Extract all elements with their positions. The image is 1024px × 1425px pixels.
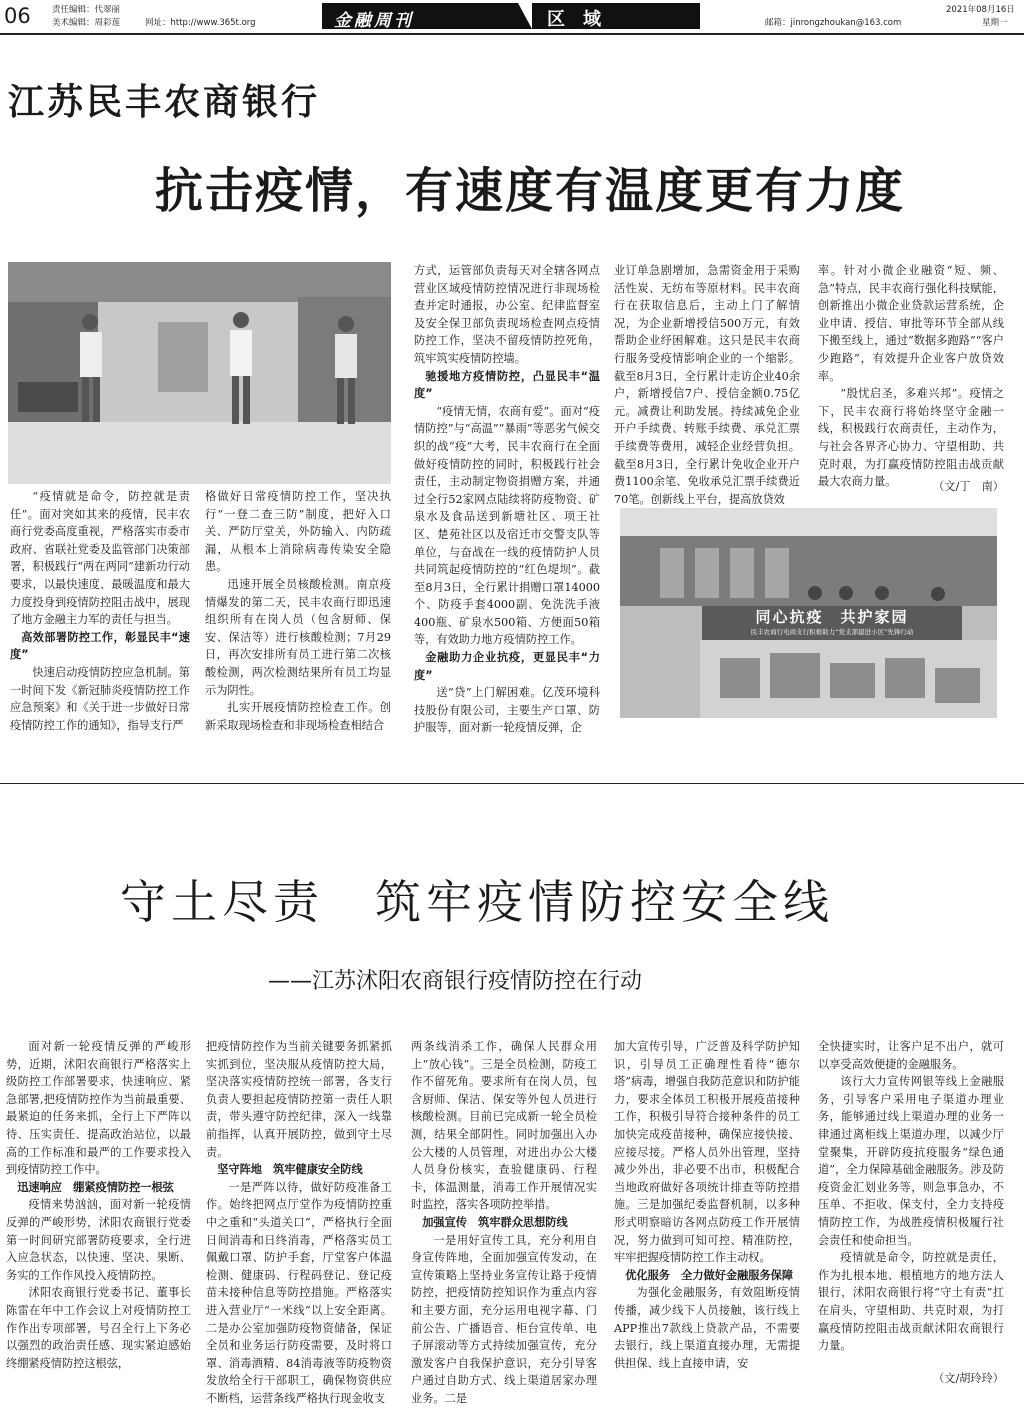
header-rule [0,33,1024,35]
article2-headline: 守土尽责 筑牢疫情防控安全线 [120,875,834,929]
art-editor-credit: 美术编辑：周彩莲 [52,18,121,28]
paragraph: 扎实开展疫情防控检查工作。创新采取现场检查和非现场检查相结合 [205,701,391,732]
section-heading: 高效部署防控工作，彰显民丰“速度” [10,630,190,662]
article2-column-5 [818,1038,1004,1355]
article2-column-4 [614,1038,800,1372]
article1-column-4 [614,262,800,508]
paragraph: 一是用好宣传工具，充分利用自身宣传阵地，全面加强宣传发动，在宣传策略上坚持业务宣传让路于疫情防控，把疫情防控知识作为重点内容和主要方面，充分运用电视字幕、门前公告、广播语音、柜台宣传单、电子屏滚动等方式持续加强宣传，充分激发客户自我保护意识，充分引导客户通过自助方式、线上渠道居家办理业务。二是 [411,1233,597,1405]
paragraph: 为强化金融服务，有效阻断疫情传播，减少线下人员接触，该行线上APP推出7款线上贷款产品，不需要去银行，线上渠道直接办理，无需提供担保、线上直接申请，安 [614,1286,800,1370]
page-number: 06 [4,4,31,28]
weekday: 星期一 [982,18,1008,28]
section-heading: 金融助力企业抗疫，更显民丰“力度” [414,651,600,682]
issue-date: 2021年08月16日 [946,5,1015,15]
paragraph: 率。针对小微企业融资“短、频、急”特点，民丰农商行强化科技赋能，创新推出小微企业贷款运营系统，企业申请、授信、审批等环节全部从线下搬至线上，通过“数据多跑路”“客户少跑路”，有效提升企业客户放贷效率。 [818,264,1004,383]
article1-bank-name: 江苏民丰农商银行 [8,81,321,123]
section-heading: 加强宣传 筑牢群众思想防线 [422,1215,568,1229]
section-heading: 坚守阵地 筑牢健康安全防线 [217,1163,363,1177]
article1-byline: （文/丁 南） [933,480,1004,493]
donation-group-photo [620,508,997,718]
section-name: 区域 [547,9,619,30]
paragraph: 疫情来势汹汹，面对新一轮疫情反弹的严峻形势，沭阳农商银行党委第一时间研究部署防疫要求，全行进入应急状态，以快速、坚决、果断、务实的工作作风投入疫情防控。 [6,1198,191,1282]
paragraph: 迅速开展全员核酸检测。南京疫情爆发的第二天，民丰农商行即迅速组织所有在岗人员（包含厨师、保安、保洁等）进行核酸检测；7月29日，再次安排所有员工进行第二次核酸检测，两次检测结果所有员工均显示为阴性。 [205,577,391,697]
section-heading: 驰援地方疫情防控，凸显民丰“温度” [414,369,600,401]
section-heading: 优化服务 全力做好金融服务保障 [625,1268,794,1282]
article1-column-5 [818,262,1004,491]
article2-subheadline: ——江苏沭阳农商银行疫情防控在行动 [268,969,643,994]
paragraph: 一是严阵以待，做好防疫准备工作。始终把网点厅堂作为疫情防控重中之重和“头道关口”，严格执行全面日间消毒和日终消毒，严格落实员工佩戴口罩、防护手套，厅堂客户体温检测、健康码、行程码登记、登记疫苗未接种信息等防控措施。严格落实进入营业厅“一米线”以上安全距离。二是办公室加强防疫物资储备，保证全员和业务运行防疫需要，及时将口罩、消毒酒精、84消毒液等防疫物资发放给全行干部职工，确保物资供应不断档，运营条线严格执行现金收支 [206,1180,392,1405]
photo-banner-main-text: 同心抗疫 共护家园 [755,608,909,626]
paragraph: 面对新一轮疫情反弹的严峻形势，近期，沭阳农商银行严格落实上级防控工作部署要求，快速响应、紧急部署,把疫情防控作为当前最重要、最紧迫的任务来抓，全行上下严阵以待、压实责任、提高政治站位，以最高的工作标准和最严的工作要求投入到疫情防控工作中。 [6,1040,191,1177]
article1-headline: 抗击疫情，有速度有温度更有力度 [155,163,906,219]
photo-banner-sub-text: 民丰农商行电商支行积极助力“党支部建进小区”先锋行动 [750,628,914,636]
paragraph: 全快捷实时，让客户足不出户，就可以享受高效便捷的金融服务。 [818,1040,1004,1071]
paragraph: 该行大力宣传网银等线上金融服务，引导客户采用电子渠道办理业务，能够通过线上渠道办理的业务一律通过离柜线上渠道办理，以减少厅堂聚集，开辟防疫抗疫服务“绿色通道”，全力保障基础金融服务。涉及防疫资金汇划业务等，则急事急办，不压单、不拒收、保支付，全力支持疫情防控工作，为战胜疫情积极履行社会责任和使命担当。 [818,1075,1004,1247]
paragraph: 快速启动疫情防控应急机制。第一时间下发《新冠肺炎疫情防控工作应急预案》和《关于进一步做好日常疫情防控工作的通知》，指导支行严 [10,665,190,732]
masthead-title: 金融周刊 [334,11,414,31]
article1-column-1 [10,488,190,734]
bank-lobby-photo [8,262,391,484]
paragraph: 沭阳农商银行党委书记、董事长陈雷在年中工作会议上对疫情防控工作作出专项部署，号召全行上下务必以强烈的政治责任感、现实紧迫感始终绷紧疫情防控这根弦， [6,1286,191,1370]
article1-column-3 [414,262,600,737]
section-divider [0,783,1024,784]
masthead-divider [518,3,532,29]
paragraph: 方式，运管部负责每天对全辖各网点营业区域疫情防控情况进行非现场检查并定时通报，办公室、纪律监督室及安全保卫部负责现场检查网点疫情防控工作，坚决不留疫情防控死角，筑牢筑实疫情防控墙。 [414,264,600,365]
masthead-bar [322,3,700,29]
article2-byline: （文/胡玲玲） [933,1372,1004,1385]
paragraph: “疫情无情，农商有爱”。面对“疫情防控”与“高温”“暴雨”等恶劣气候交织的战“疫”大考，民丰农商行在全面做好疫情防控的同时，积极践行社会责任，主动制定物资捐赠方案，并通过全行52家网点陆续将防疫物资、矿泉水及食品送到新塘社区、项王社区、楚苑社区以及宿迁市交警支队等单位，与奋战在一线的疫情防护人员共同筑起疫情防控的“红色堤坝”。截至8月3日，全行累计捐赠口罩14000个、防疫手套4000副、免洗洗手液400瓶、矿泉水500箱、方便面50箱等，有效助力地方疫情防控工作。 [414,404,600,647]
paragraph: 业订单急剧增加，急需资金用于采购活性炭、无纺布等原材料。民丰农商行在获取信息后，主动上门了解情况，为企业新增授信500万元，有效帮助企业纾困解难。这只是民丰农商行服务受疫情影响企业的一个缩影。截至8月3日，全行累计走访企业40余户，新增授信7户、授信金额0.75亿元。减费让利助发展。持续减免企业开户手续费、转账手续费、承兑汇票手续费等费用，减轻企业经营负担。截至8月3日，全行累计免收企业开户费1100余笔、免收承兑汇票手续费近70笔。创新线上平台，提高放贷效 [614,264,800,506]
article2-column-2 [206,1038,392,1407]
paragraph: 送“贷”上门解困难。亿茂环境科技股份有限公司，主要生产口罩、防护服等，面对新一轮疫情反弹，企 [414,686,600,735]
paragraph: 加大宣传引导，广泛普及科学防护知识，引导员工正确理性看待“德尔塔”病毒，增强自我防范意识和防护能力，要求全体员工积极开展疫苗接种工作，积极引导符合接种条件的员工加快完成疫苗接种，确保应接快接、应接尽接。严格人员外出管理，坚持减少外出，非必要不出市，积极配合当地政府做好各项统计排查等防控措施。三是加强纪委监督机制，以多种形式明察暗访各网点防疫工作开展情况，努力做到可知可控、精准防控，牢牢把握疫情防控工作主动权。 [614,1040,800,1265]
paragraph: 格做好日常疫情防控工作，坚决执行“一登二查三防”制度，把好入口关、严防厅堂关，外防输入、内防疏漏，从根本上消除病毒传染安全隐患。 [205,490,391,574]
article2-column-3 [411,1038,597,1407]
paragraph: 疫情就是命令，防控就是责任，作为扎根本地、根植地方的地方法人银行，沭阳农商银行将“守土有责”扛在肩头，守望相助、共克时艰，为打赢疫情防控阻击战贡献沭阳农商银行力量。 [818,1251,1004,1353]
paragraph: 两条线消杀工作，确保人民群众用上“放心钱”。三是全员检测，防疫工作不留死角。要求所有在岗人员，包含厨师、保洁、保安等外包人员进行核酸检测。目前已完成新一轮全员检测，结果全部阴性。同时加强出入办公大楼的人员管理，对进出办公大楼人员身份核实，查验健康码、行程卡，体温测量，消毒工作开展情况实时监控，落实各项防控举措。 [411,1040,597,1212]
section-heading: 迅速响应 绷紧疫情防控一根弦 [17,1180,174,1194]
article2-column-1 [6,1038,191,1372]
paragraph: “殷忧启圣，多难兴邦”。疫情之下，民丰农商行将始终坚守金融一线，积极践行农商责任，主动作为，与社会各界齐心协力、守望相助、共克时艰，为打赢疫情防控阻击战贡献最大农商力量。 [818,387,1004,489]
paragraph: “疫情就是命令，防控就是责任”。面对突如其来的疫情，民丰农商行党委高度重视，严格落实市委市政府、省联社党委及监管部门决策部署，积极践行“两在两同”建新功行动要求，以最快速度、最暖温度和最大力度投身到疫情防控阻击战中，展现了地方金融主力军的责任与担当。 [10,490,190,627]
paragraph: 把疫情防控作为当前关键要务抓紧抓实抓到位，坚决服从疫情防控大局，坚决落实疫情防控统一部署，各支行负责人要担起疫情防控第一责任人职责，带头遵守防控纪律，深入一线靠前指挥，认真开展防控，做到守土尽责。 [206,1040,392,1159]
article1-column-2 [205,488,391,734]
email: 邮箱：jinrongzhoukan@163.com [765,18,902,28]
website: 网址：http://www.365t.org [145,18,256,28]
editor-credit: 责任编辑：代翠丽 [52,5,121,15]
